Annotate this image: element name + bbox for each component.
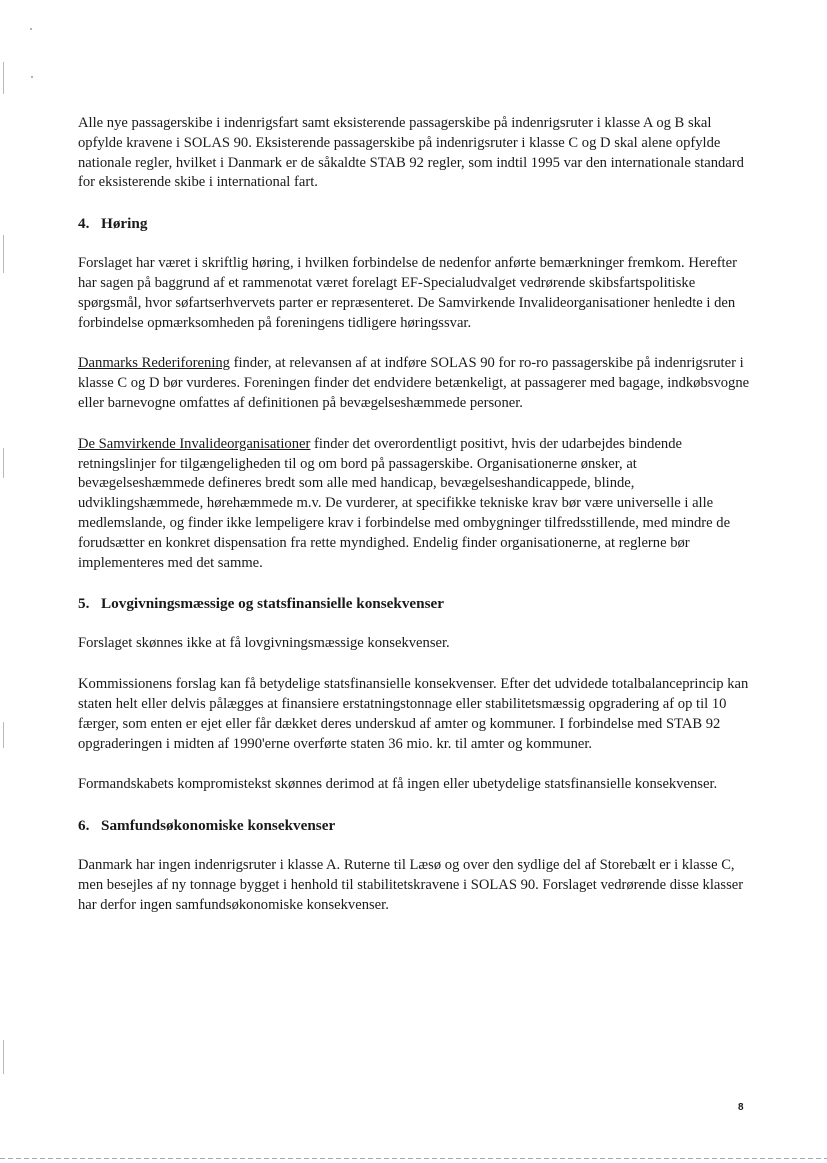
footer-rule [0,1158,827,1159]
section-number: 4. [78,215,90,233]
section-heading-6 [78,816,750,836]
scan-dot [30,28,32,30]
paragraph-text: finder det overordentligt positivt, hvis der udarbejdes bindende retningslinjer for tilgængeligheden til og om bord på passagerskibe. Organisationerne ønsker, at bevægelseshæmmede defineres bredt som alle med handicap, bevægelseshandicappede, blinde, udviklingshæmmede, hørehæmmede m.v. De vurderer, at specifikke tekniske krav bør være universelle i alle medlemslande, og finder ikke lempeligere krav i forbindelse med ombygninger tilfredsstillende, med mindre de forudsætter en konkret dispensation fra rette myndighed. Endelig finder organisationerne, at reglerne bør implementeres med det samme. [78,435,731,571]
section-number: 6. [78,817,90,835]
section-heading-4 [78,214,750,234]
scan-edge-mark [3,62,4,94]
section-title: Samfundsøkonomiske konsekvenser [101,817,336,835]
page-number: 8 [738,1102,744,1113]
scan-edge-mark [3,235,4,273]
rederiforening-paragraph [78,354,750,413]
document-page [78,114,750,937]
intro-paragraph: Alle nye passagerskibe i indenrigsfart samt eksisterende passagerskibe på indenrigsruter i klasse A og B skal opfylde kravene i SOLAS 90. Eksisterende passagerskibe på indenrigsruter i klasse C og D skal alene opfylde nationale regler, hvilket i Danmark er de såkaldte STAB 92 regler, som indtil 1995 var den internationale standard for eksisterende skibe i international fart. [78,115,744,191]
organization-name: Danmarks Rederiforening [78,355,230,372]
organization-name: De Samvirkende Invalideorganisationer [78,435,311,452]
section-title: Høring [101,215,148,233]
scan-edge-mark [3,448,4,478]
legislative-paragraph: Forslaget skønnes ikke at få lovgivningsmæssige konsekvenser. [78,635,450,652]
section-title: Lovgivningsmæssige og statsfinansielle konsekvenser [101,595,445,613]
paragraph-text: finder, at relevansen af at indføre SOLAS 90 for ro-ro passagerskibe på indenrigsruter i klasse C og D bør vurderes. Foreningen finder det endvidere betænkeligt, at passagerer med bagage, indkøbsvogne eller barnevogne omfattes af definitionen på bevægelseshæmmede personer. [78,355,750,411]
scan-dot [31,76,33,78]
scan-edge-mark [3,722,4,748]
economic-paragraph: Danmark har ingen indenrigsruter i klasse A. Ruterne til Læsø og over den sydlige del af Storebælt er i klasse C, men besejles af ny tonnage bygget i henhold til stabilitetskravene i SOLAS 90. Forslaget vedrørende disse klasser har derfor ingen samfundsøkonomiske konsekvenser. [78,857,744,913]
scan-edge-mark [3,1040,4,1074]
section-number: 5. [78,595,90,613]
hearing-paragraph: Forslaget har været i skriftlig høring, i hvilken forbindelse de nedenfor anførte bemærkninger fremkom. Herefter har sagen på baggrund af et rammenotat været forelagt EF-Specialudvalget vedrørende skibsfartspolitiske spørgsmål, hvor søfartserhvervets parter er repræsenteret. De Samvirkende Invalideorganisationer henledte i den forbindelse opmærksomheden på foreningens tidligere høringssvar. [78,255,737,331]
invalideorganisationer-paragraph [78,435,750,574]
compromise-paragraph: Formandskabets kompromistekst skønnes derimod at få ingen eller ubetydelige statsfinansielle konsekvenser. [78,776,718,793]
financial-paragraph: Kommissionens forslag kan få betydelige statsfinansielle konsekvenser. Efter det udvidede totalbalanceprincip kan staten helt eller delvis pålægges at finansiere erstatningstonnage eller stabilitetsmæssig opgradering af op til 10 færger, som enten er ejet eller får dækket deres underskud af amter og kommuner. I forbindelse med STAB 92 opgraderingen i midten af 1990'erne overførte staten 36 mio. kr. til amter og kommuner. [78,676,749,752]
section-heading-5 [78,594,750,614]
